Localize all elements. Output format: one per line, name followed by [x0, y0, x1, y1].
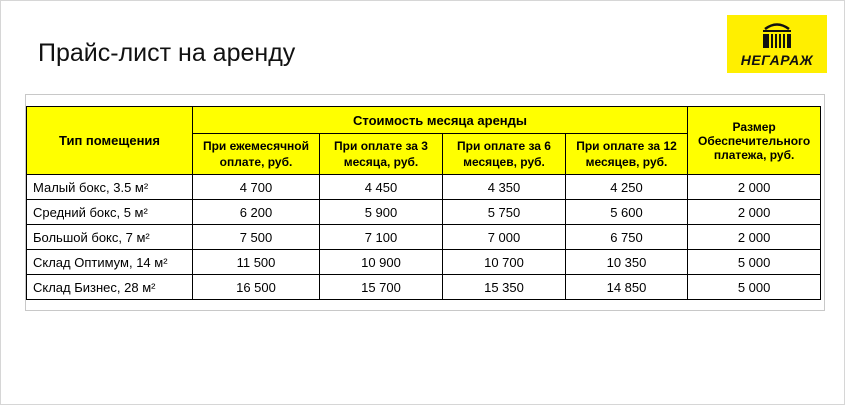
table-row	[27, 225, 821, 250]
price-12-months: 14 850	[566, 275, 688, 300]
price-6-months: 4 350	[443, 175, 566, 200]
deposit: 2 000	[688, 200, 821, 225]
room-name: Средний бокс, 5 м²	[27, 200, 193, 225]
deposit: 5 000	[688, 250, 821, 275]
deposit: 2 000	[688, 225, 821, 250]
subheader-monthly: При ежемесячной оплате, руб.	[193, 134, 320, 175]
header-room-type: Тип помещения	[27, 107, 193, 175]
table-row	[27, 250, 821, 275]
header-deposit: Размер Обеспечительного платежа, руб.	[688, 107, 821, 175]
table-row	[27, 200, 821, 225]
room-name: Малый бокс, 3.5 м²	[27, 175, 193, 200]
subheader-3-months: При оплате за 3 месяца, руб.	[320, 134, 443, 175]
price-3-months: 5 900	[320, 200, 443, 225]
price-12-months: 6 750	[566, 225, 688, 250]
price-3-months: 10 900	[320, 250, 443, 275]
logo-text: НЕГАРАЖ	[740, 52, 814, 68]
price-monthly: 6 200	[193, 200, 320, 225]
price-monthly: 4 700	[193, 175, 320, 200]
price-3-months: 7 100	[320, 225, 443, 250]
price-3-months: 4 450	[320, 175, 443, 200]
price-3-months: 15 700	[320, 275, 443, 300]
subheader-6-months: При оплате за 6 месяцев, руб.	[443, 134, 566, 175]
page-title: Прайс-лист на аренду	[38, 39, 296, 67]
header-monthly-cost: Стоимость месяца аренды	[193, 107, 688, 134]
price-table	[26, 106, 821, 300]
room-name: Склад Оптимум, 14 м²	[27, 250, 193, 275]
deposit: 2 000	[688, 175, 821, 200]
table-row	[27, 175, 821, 200]
price-6-months: 10 700	[443, 250, 566, 275]
price-6-months: 15 350	[443, 275, 566, 300]
price-12-months: 10 350	[566, 250, 688, 275]
subheader-12-months: При оплате за 12 месяцев, руб.	[566, 134, 688, 175]
price-monthly: 16 500	[193, 275, 320, 300]
price-12-months: 4 250	[566, 175, 688, 200]
company-logo	[727, 15, 827, 73]
price-12-months: 5 600	[566, 200, 688, 225]
room-name: Большой бокс, 7 м²	[27, 225, 193, 250]
price-monthly: 7 500	[193, 225, 320, 250]
room-name: Склад Бизнес, 28 м²	[27, 275, 193, 300]
table-row	[27, 275, 821, 300]
deposit: 5 000	[688, 275, 821, 300]
price-monthly: 11 500	[193, 250, 320, 275]
building-icon	[757, 19, 797, 51]
price-6-months: 5 750	[443, 200, 566, 225]
price-6-months: 7 000	[443, 225, 566, 250]
